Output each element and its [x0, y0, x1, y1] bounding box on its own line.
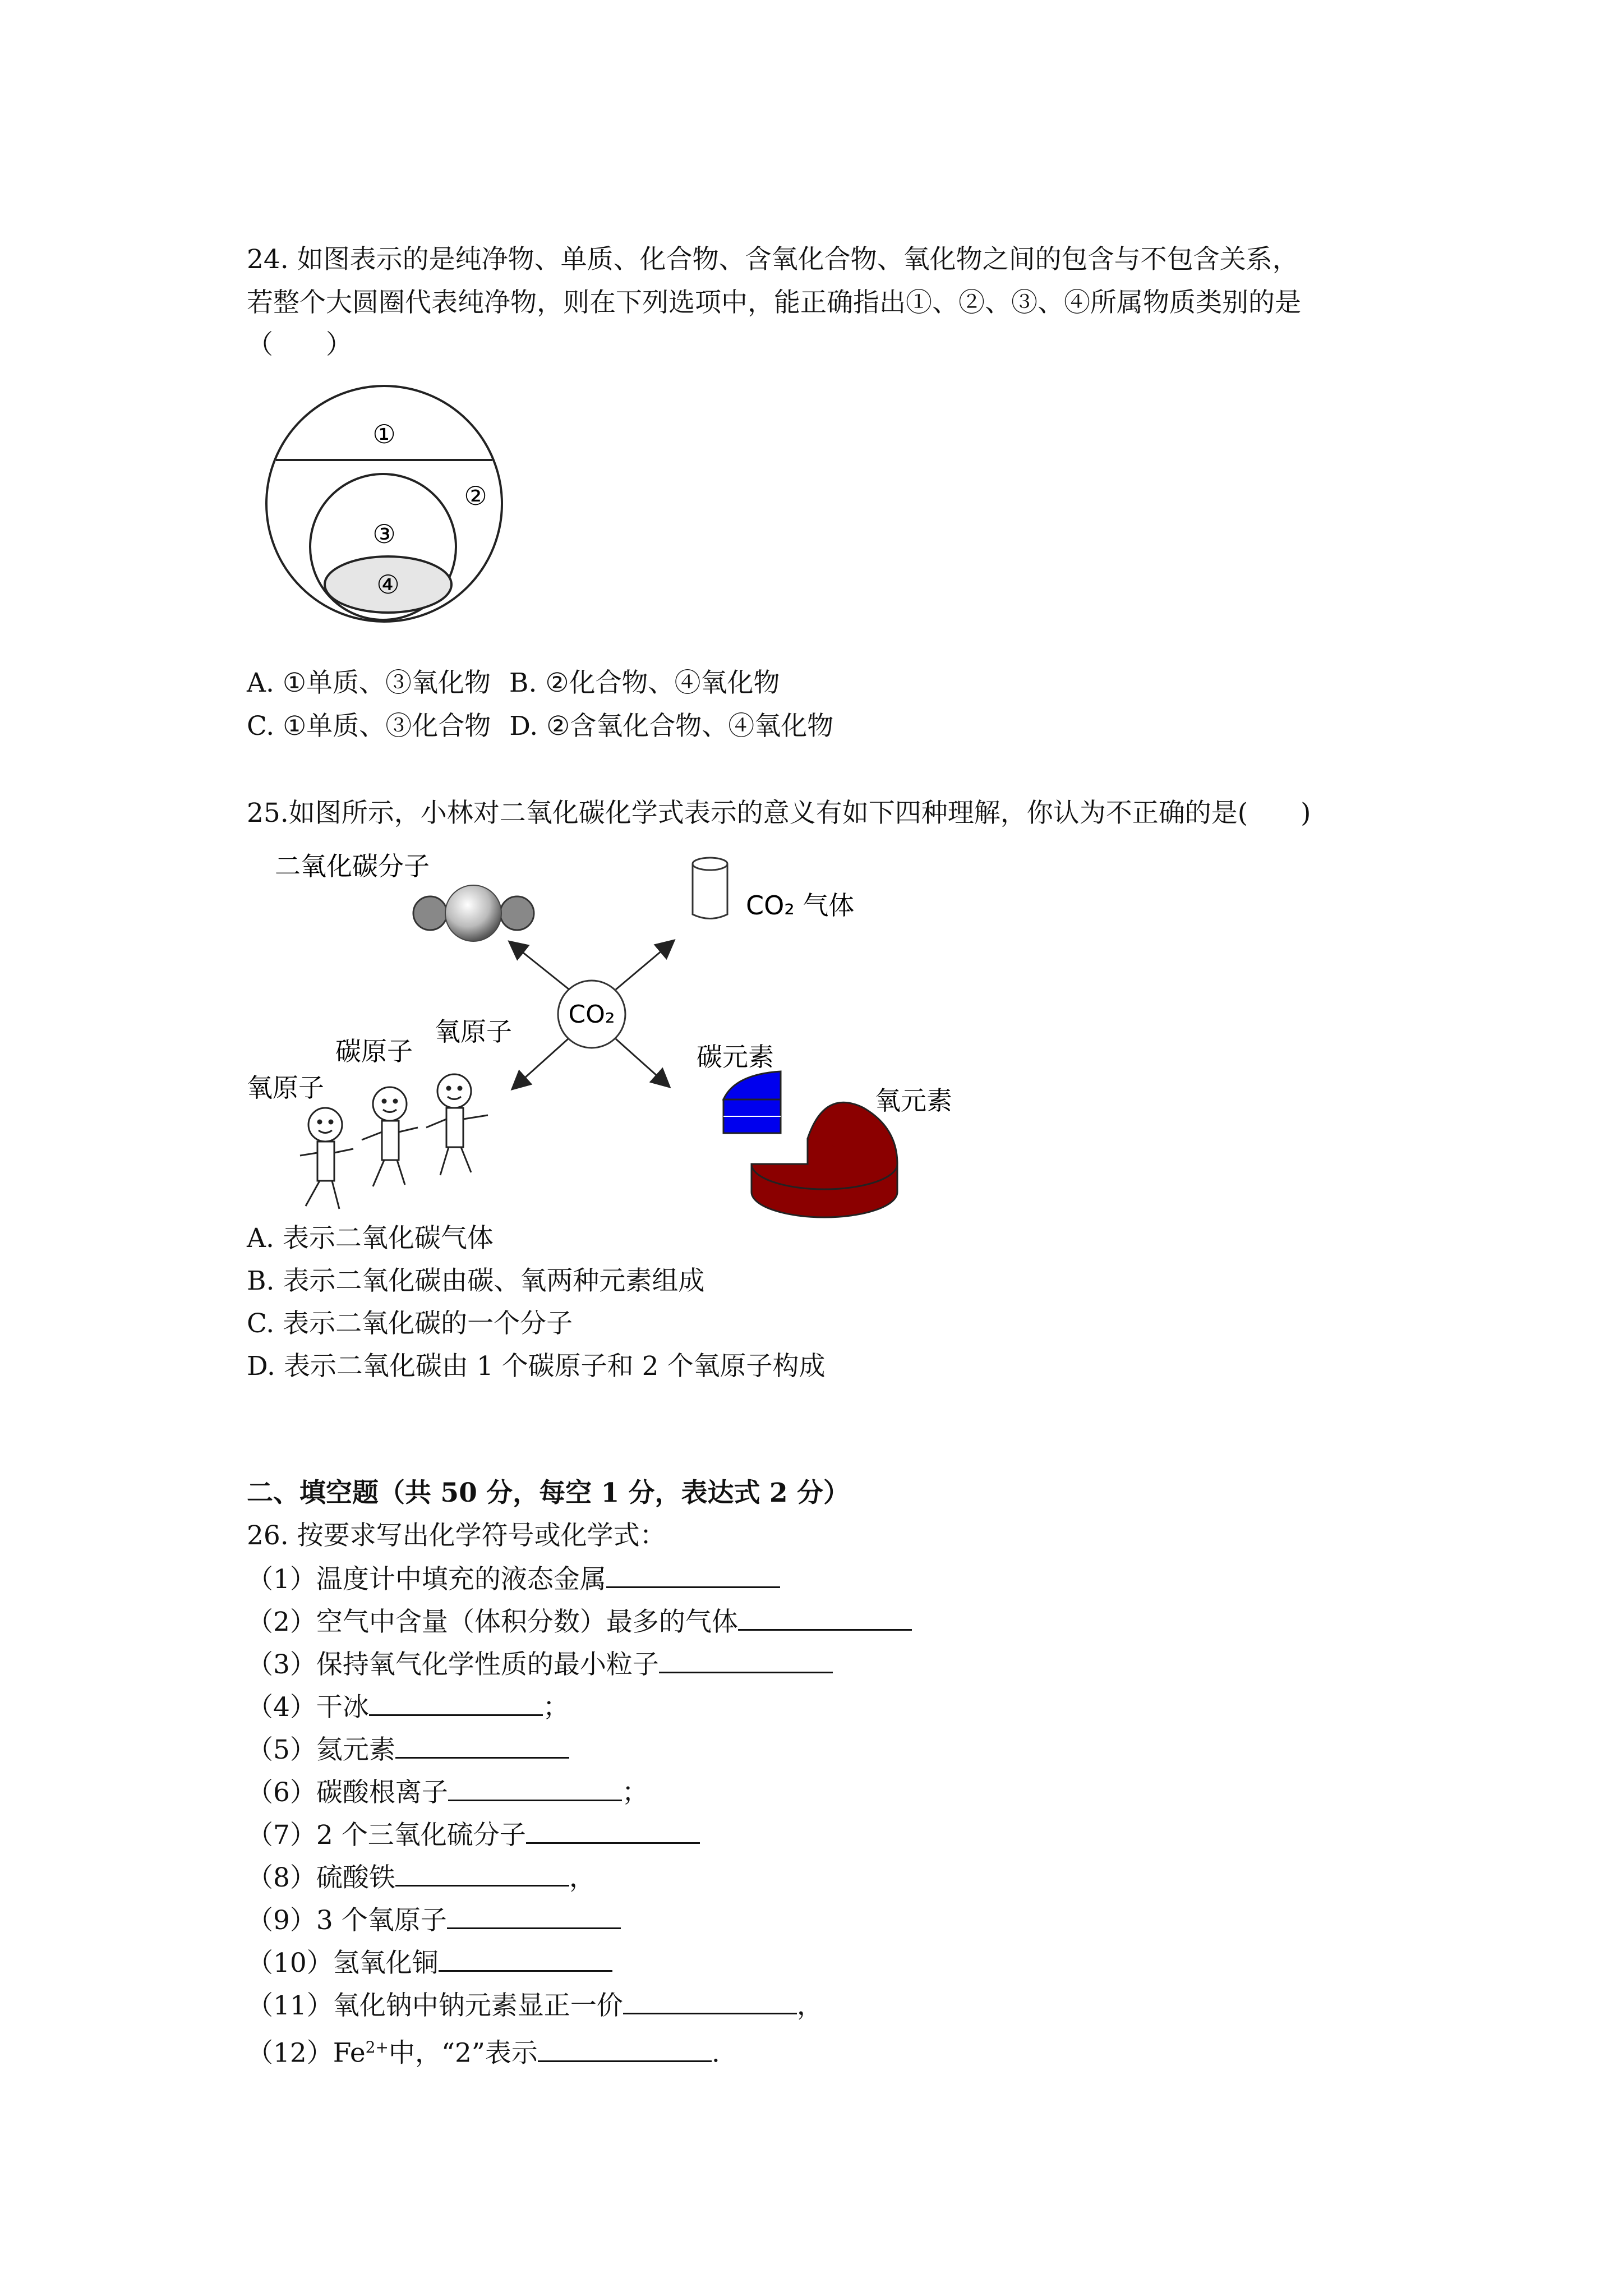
molecule-label: 二氧化碳分子: [275, 851, 430, 881]
q25-option-b: B. 表示二氧化碳由碳、氧两种元素组成: [247, 1266, 705, 1296]
q26-item-8: （8）硫酸铁 ，: [247, 1860, 596, 1895]
answer-blank-9[interactable]: [447, 1903, 621, 1929]
answer-blank-10[interactable]: [439, 1945, 612, 1972]
oxygen-element-label: 氧元素: [875, 1085, 952, 1116]
section2-heading: 二、填空题（共 50 分，每空 1 分，表达式 2 分）: [247, 1478, 850, 1508]
q24-venn-diagram: [241, 381, 533, 628]
answer-blank-1[interactable]: [606, 1562, 780, 1588]
q24-answer-paren: （ ）: [247, 329, 352, 360]
q25-option-c: C. 表示二氧化碳的一个分子: [247, 1308, 573, 1339]
stick-figure-carbon: [362, 1087, 418, 1186]
q26-item-11: （11）氧化钠中钠元素显正一价 ，: [247, 1988, 823, 2023]
answer-blank-3[interactable]: [659, 1647, 833, 1673]
q26-item-10: （10）氢氧化铜: [247, 1945, 612, 1980]
q25-stem: 25.如图所示，小林对二氧化碳化学式表示的意义有如下四种理解，你认为不正确的是( ): [247, 798, 1311, 829]
center-formula: CO₂: [568, 1000, 615, 1029]
stick-figure-oxygen-right: [426, 1074, 488, 1175]
q24-options-row2: [247, 710, 833, 743]
answer-blank-11[interactable]: [623, 1988, 797, 2014]
q25-co2-figure: [241, 841, 970, 1223]
region-label-1: ①: [372, 419, 396, 449]
fe-ion-charge: 2+: [365, 2038, 389, 2056]
oxygen-atom-label-right: 氧原子: [435, 1016, 512, 1047]
answer-blank-6[interactable]: [448, 1775, 622, 1801]
q24-stem-line1: 24. 如图表示的是纯净物、单质、化合物、含氧化合物、氧化物之间的包含与不包含关系，: [247, 244, 1299, 275]
q24-option-a: A. ①单质、③氧化物: [247, 668, 491, 698]
region-label-4: ④: [376, 569, 400, 600]
answer-blank-8[interactable]: [395, 1860, 569, 1887]
q26-item-5: （5）氦元素: [247, 1732, 569, 1767]
q24-option-d: D. ②含氧化合物、④氧化物: [509, 711, 834, 742]
carbon-atom-label: 碳原子: [335, 1036, 413, 1066]
q26-item-2: （2）空气中含量（体积分数）最多的气体: [247, 1604, 912, 1639]
q24-stem-line2: 若整个大圆圈代表纯净物，则在下列选项中，能正确指出①、②、③、④所属物质类别的是: [247, 287, 1301, 318]
q24-option-b: B. ②化合物、④氧化物: [509, 668, 780, 698]
oxygen-atom-label-left: 氧原子: [247, 1073, 324, 1103]
carbon-element-slice: [723, 1071, 781, 1133]
answer-blank-12[interactable]: [538, 2036, 712, 2062]
region-label-3: ③: [372, 519, 396, 549]
region-label-2: ②: [464, 481, 487, 511]
gas-label: CO₂ 气体: [746, 890, 855, 921]
q25-option-d: D. 表示二氧化碳由 1 个碳原子和 2 个氧原子构成: [247, 1351, 826, 1382]
q26-item-3: （3）保持氧气化学性质的最小粒子: [247, 1647, 833, 1682]
q26-item-1: （1）温度计中填充的液态金属: [247, 1562, 780, 1596]
q24-options-row1: [247, 666, 780, 700]
q25-option-a: A. 表示二氧化碳气体: [247, 1223, 494, 1254]
stick-figure-oxygen-left: [300, 1108, 353, 1209]
answer-blank-2[interactable]: [738, 1604, 912, 1631]
q26-item-9: （9）3 个氧原子: [247, 1903, 621, 1938]
carbon-element-label: 碳元素: [697, 1042, 774, 1072]
q26-item-6: （6）碳酸根离子 ；: [247, 1775, 648, 1810]
q26-stem: 26. 按要求写出化学符号或化学式：: [247, 1520, 666, 1551]
answer-blank-4[interactable]: [369, 1690, 543, 1716]
answer-blank-7[interactable]: [526, 1818, 700, 1844]
q26-item-4: （4）干冰 ；: [247, 1690, 569, 1724]
q26-item-12: $(12)Fe^{2+}$中，“2”表示 .: [247, 2031, 720, 2070]
answer-blank-5[interactable]: [395, 1732, 569, 1759]
q24-option-c: C. ①单质、③化合物: [247, 711, 491, 742]
q26-item-7: （7）2 个三氧化硫分子: [247, 1818, 700, 1852]
